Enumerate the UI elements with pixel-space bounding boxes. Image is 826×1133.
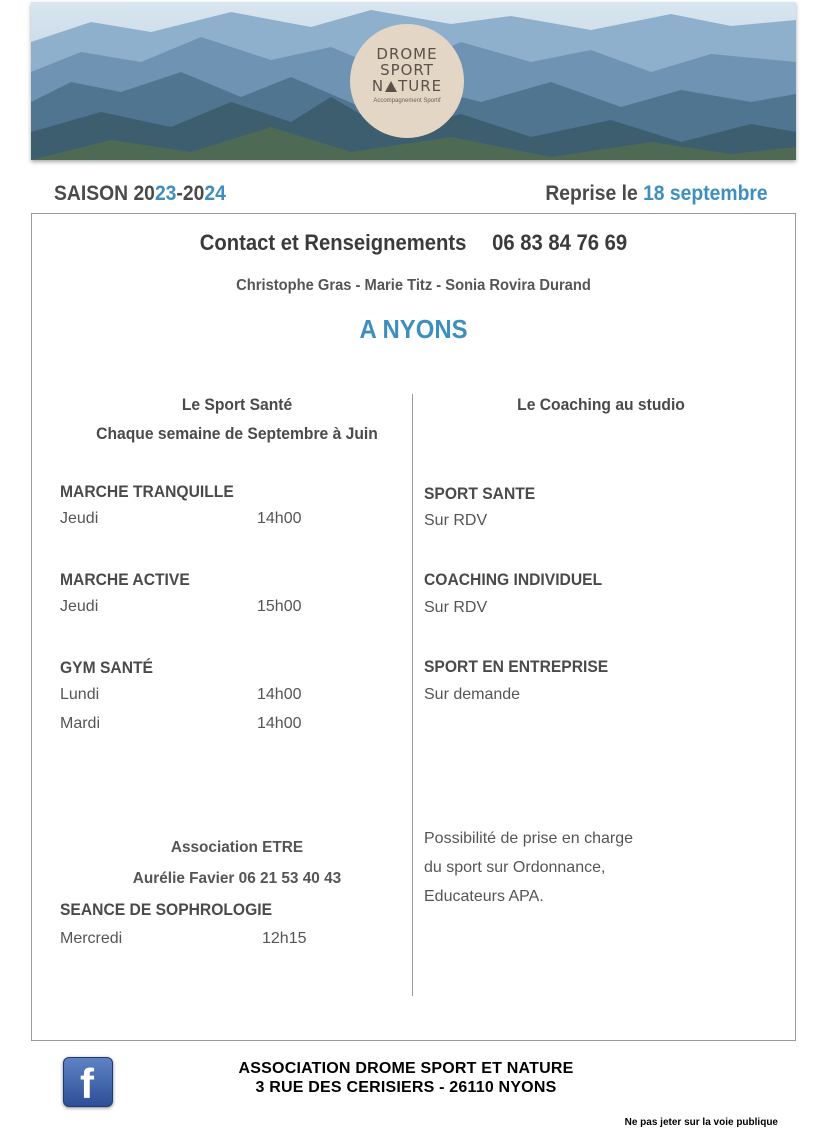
footer-warning: Ne pas jeter sur la voie publique bbox=[624, 1117, 778, 1128]
footer-address: 3 RUE DES CERISIERS - 26110 NYONS bbox=[255, 1079, 557, 1096]
facebook-icon[interactable]: f bbox=[63, 1057, 113, 1107]
activity-name: GYM SANTÉ bbox=[60, 658, 153, 677]
association-contact: Aurélie Favier 06 21 53 40 43 bbox=[132, 870, 342, 887]
schedule-row: Mercredi 12h15 bbox=[60, 930, 307, 947]
schedule-box bbox=[31, 213, 796, 1041]
schedule-row: Lundi 14h00 bbox=[60, 686, 302, 703]
coaching-studio-title: Le Coaching au studio bbox=[517, 395, 685, 414]
footer-org: ASSOCIATION DROME SPORT ET NATURE bbox=[238, 1060, 574, 1077]
note-line: du sport sur Ordonnance, bbox=[424, 859, 606, 876]
sport-sante-subtitle: Chaque semaine de Septembre à Juin bbox=[96, 424, 378, 443]
season-label: SAISON 2023-2024 bbox=[54, 182, 226, 205]
schedule-row: Jeudi 15h00 bbox=[60, 598, 302, 615]
note-line: Possibilité de prise en charge bbox=[424, 830, 634, 847]
service-name: COACHING INDIVIDUEL bbox=[424, 570, 603, 589]
schedule-row: Jeudi 14h00 bbox=[60, 510, 302, 527]
service-name: SPORT SANTE bbox=[424, 484, 536, 503]
service-detail: Sur RDV bbox=[424, 512, 488, 529]
association-name: Association ETRE bbox=[170, 839, 304, 856]
contact-phone: 06 83 84 76 69 bbox=[492, 230, 628, 255]
service-detail: Sur demande bbox=[424, 686, 521, 703]
logo-line-2: SPORT bbox=[380, 61, 434, 79]
header-banner bbox=[31, 2, 796, 160]
drome-sport-nature-logo bbox=[350, 24, 464, 138]
column-divider bbox=[412, 394, 413, 996]
coach-names: Christophe Gras - Marie Titz - Sonia Rovira Durand bbox=[236, 277, 591, 294]
schedule-row: Mardi 14h00 bbox=[60, 715, 302, 732]
triangle-icon bbox=[385, 81, 397, 92]
activity-name: MARCHE TRANQUILLE bbox=[60, 482, 234, 501]
logo-tagline: Accompagnement Sportif bbox=[373, 98, 441, 104]
sophrology-title: SEANCE DE SOPHROLOGIE bbox=[60, 900, 273, 919]
activity-name: MARCHE ACTIVE bbox=[60, 570, 190, 589]
reprise-label: Reprise le 18 septembre bbox=[545, 182, 768, 205]
reprise-date: 18 septembre bbox=[643, 182, 768, 205]
city-title: A NYONS bbox=[359, 314, 468, 344]
logo-line-3: N TURE bbox=[371, 77, 443, 95]
contact-heading: Contact et Renseignements 06 83 84 76 69 bbox=[199, 230, 628, 255]
logo-line-1: DROME bbox=[376, 45, 438, 63]
sport-sante-title: Le Sport Santé bbox=[181, 395, 293, 414]
service-name: SPORT EN ENTREPRISE bbox=[424, 657, 609, 676]
note-line: Educateurs APA. bbox=[424, 888, 544, 905]
service-detail: Sur RDV bbox=[424, 599, 488, 616]
